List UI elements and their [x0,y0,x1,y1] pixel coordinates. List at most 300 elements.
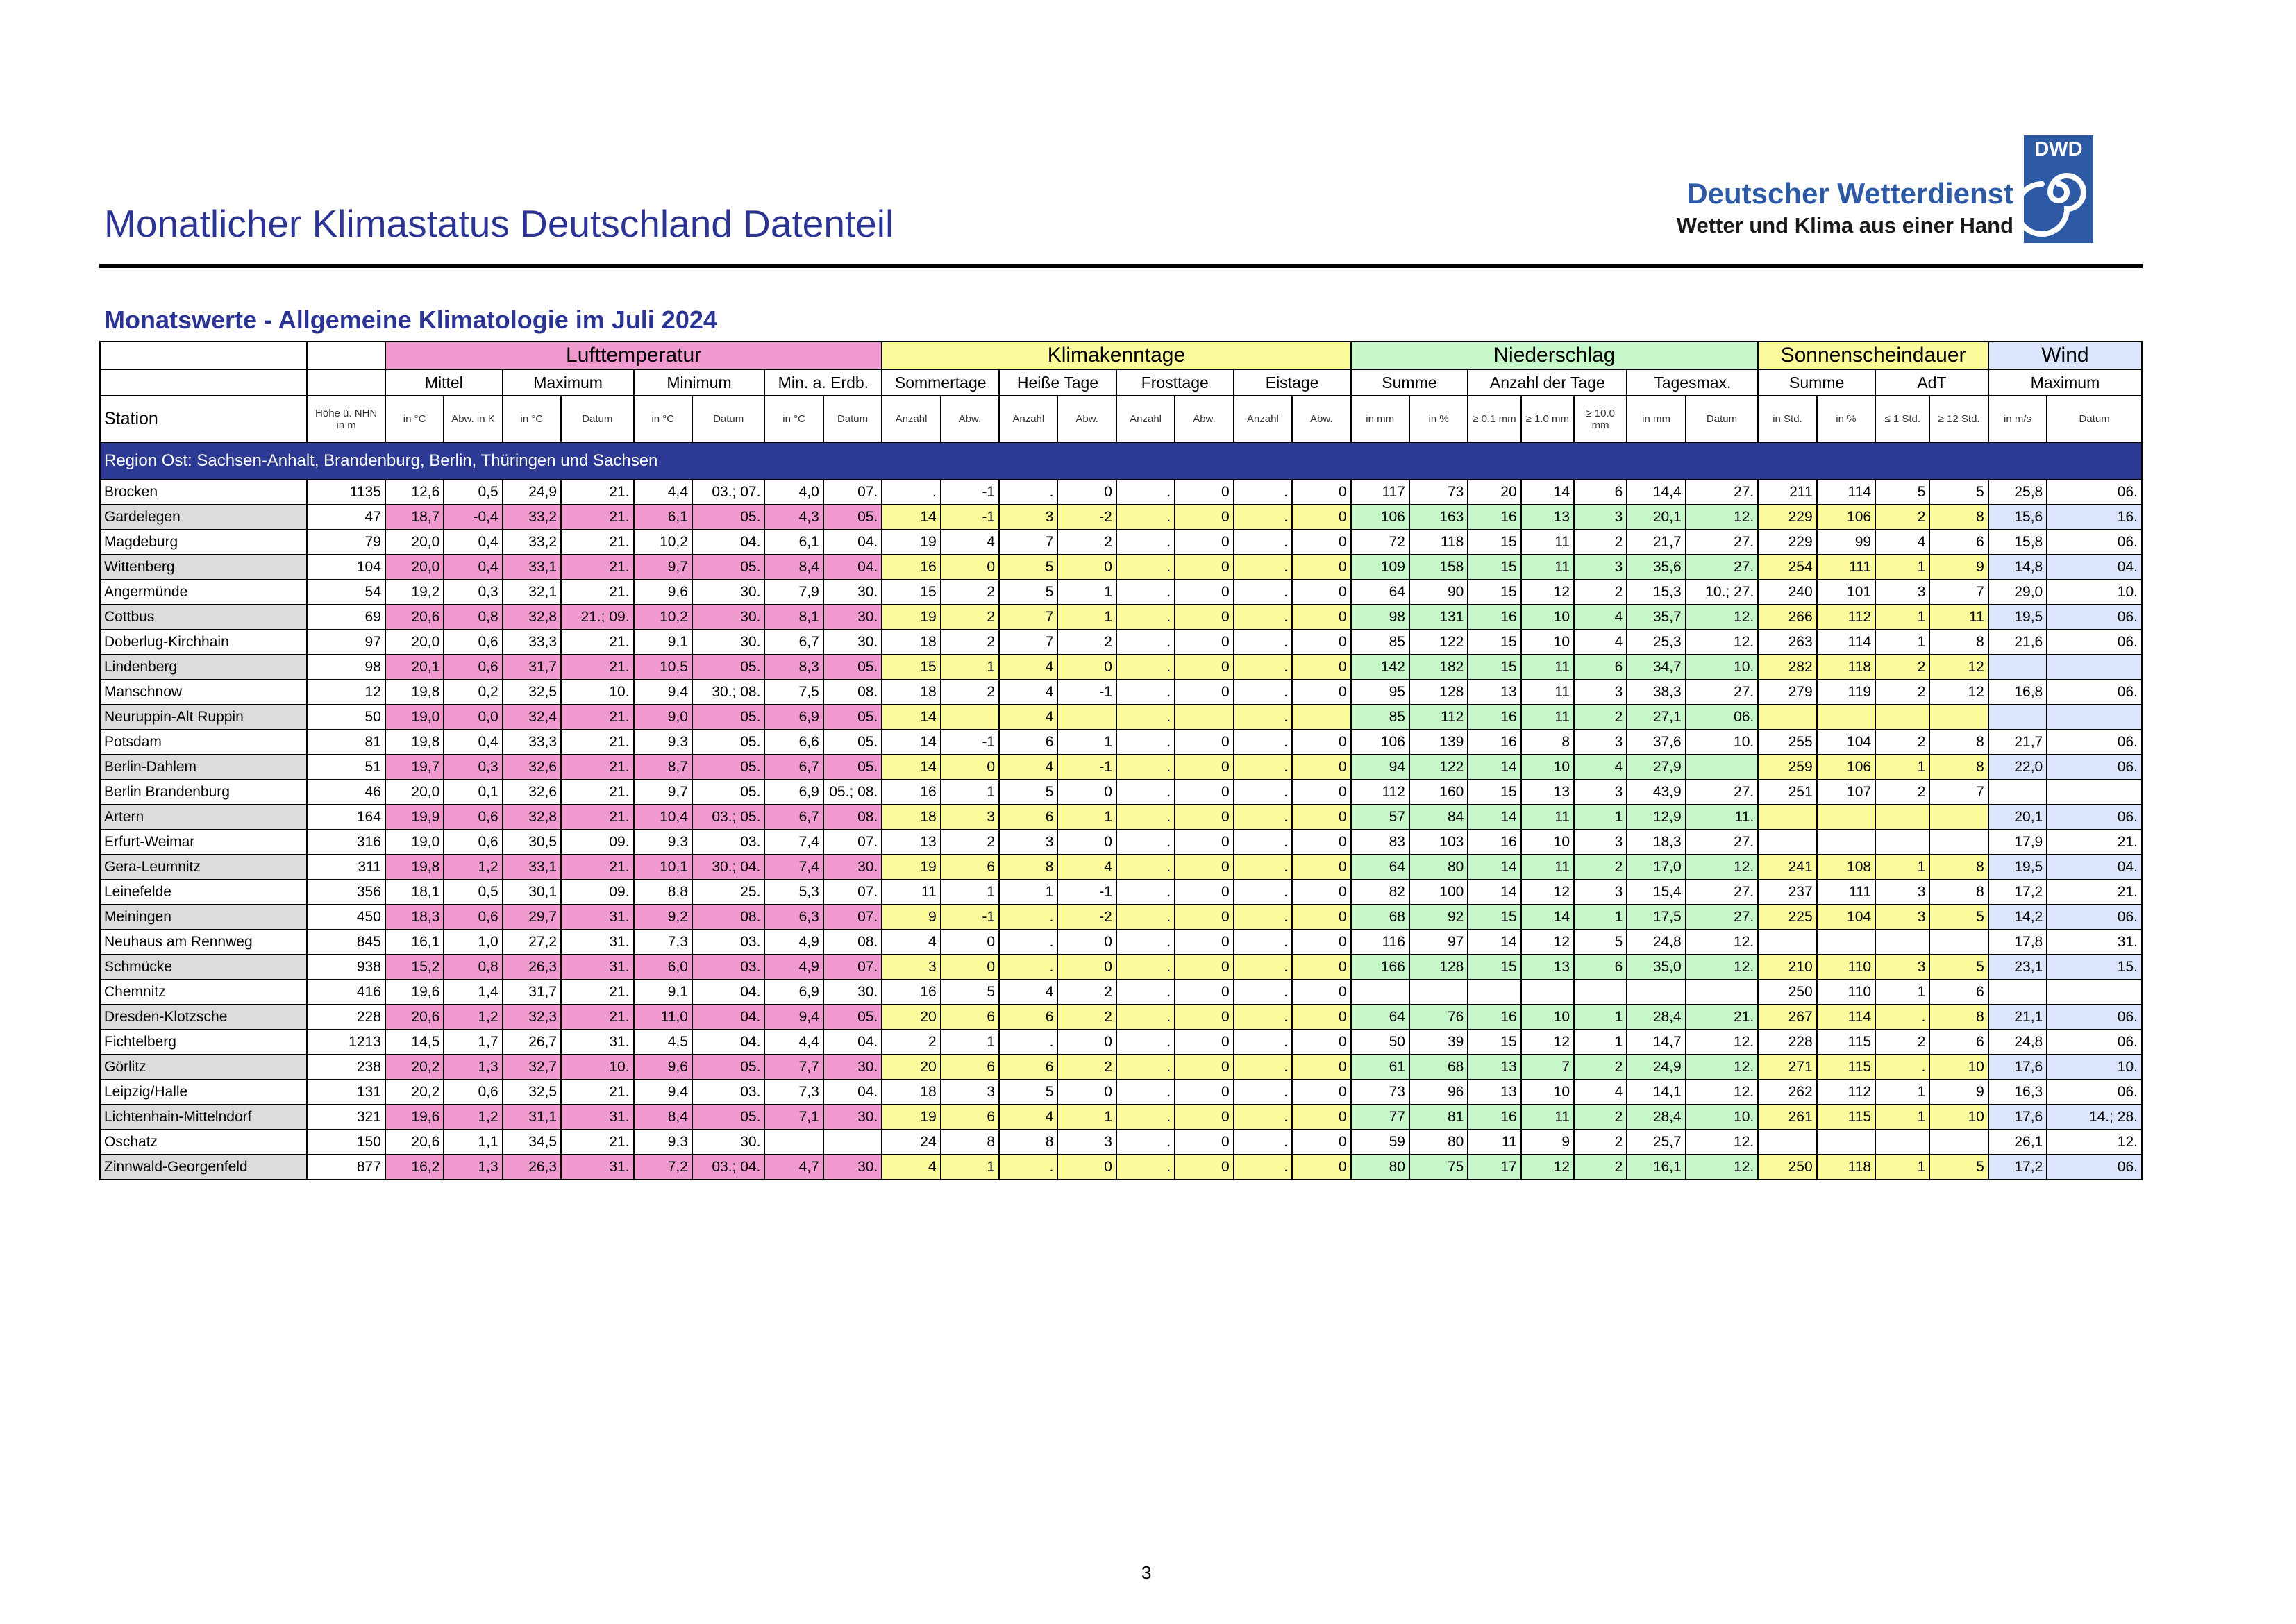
table-cell: 0 [1292,980,1350,1005]
table-cell [1817,1130,1875,1155]
station-name: Cottbus [100,605,307,630]
table-cell: . [1234,1055,1292,1080]
table-cell: 1 [1057,805,1116,830]
table-cell: 14 [882,505,940,530]
table-cell: -1 [1057,755,1116,780]
table-cell [1468,980,1520,1005]
table-cell: 1 [1574,1005,1627,1030]
table-cell: 19,0 [385,705,444,730]
table-cell: 24,8 [1988,1030,2047,1055]
table-cell: 15,6 [1988,505,2047,530]
table-cell: 30.; 08. [692,680,764,705]
table-cell: . [1234,805,1292,830]
table-cell: 0 [1175,1155,1233,1180]
station-name: Gardelegen [100,505,307,530]
table-cell: 845 [307,930,385,955]
table-cell: 158 [1409,555,1468,580]
table-cell: 128 [1409,680,1468,705]
table-cell: 80 [1351,1155,1409,1180]
station-name: Berlin-Dahlem [100,755,307,780]
table-cell: 27. [1686,830,1759,855]
table-cell: 16 [882,980,940,1005]
table-cell: -0,4 [444,505,502,530]
table-cell: 18,3 [1627,830,1685,855]
table-cell: 94 [1351,755,1409,780]
table-cell: 104 [1817,730,1875,755]
table-cell: 938 [307,955,385,980]
table-cell: . [1234,1030,1292,1055]
table-cell: 9,7 [634,555,692,580]
table-cell: . [1234,930,1292,955]
table-cell: 19,0 [385,830,444,855]
table-cell: 131 [307,1080,385,1105]
table-cell: 97 [307,630,385,655]
table-cell: 28,4 [1627,1005,1685,1030]
table-row [100,580,2142,605]
table-cell: 9,3 [634,730,692,755]
table-cell: 31. [561,1155,633,1180]
table-cell: 15 [1468,530,1520,555]
subgroup-sommertage: Sommertage [882,369,999,396]
table-cell: . [1234,505,1292,530]
table-cell: 32,1 [503,580,561,605]
table-cell: 106 [1351,505,1409,530]
table-cell: 2 [1875,680,1929,705]
station-name: Wittenberg [100,555,307,580]
table-cell: . [1116,655,1175,680]
table-cell [1758,805,1816,830]
table-cell: 7,4 [764,830,823,855]
table-cell: 16. [2047,505,2142,530]
table-cell: 311 [307,855,385,880]
table-cell: 2 [1574,1105,1627,1130]
table-cell [1875,930,1929,955]
table-cell: 20 [1468,480,1520,505]
table-cell: 15 [1468,955,1520,980]
table-cell: 23,1 [1988,955,2047,980]
table-cell [1686,755,1759,780]
table-cell: 14,4 [1627,480,1685,505]
table-cell: 8 [1929,505,1988,530]
table-cell [1988,705,2047,730]
table-cell: 1,4 [444,980,502,1005]
table-cell: -1 [941,730,999,755]
table-cell: 250 [1758,1155,1816,1180]
table-cell: 21. [561,580,633,605]
table-cell: 5 [1929,955,1988,980]
table-cell: 07. [823,480,882,505]
table-cell: 0 [1292,930,1350,955]
table-cell: 1 [1875,855,1929,880]
title-rule [99,264,2143,268]
table-cell: 0,8 [444,955,502,980]
table-cell: 07. [823,905,882,930]
table-cell: . [1116,630,1175,655]
table-cell: 14,7 [1627,1030,1685,1055]
table-cell: 7,3 [634,930,692,955]
table-cell: 30. [823,580,882,605]
table-cell: 90 [1409,580,1468,605]
table-cell: 34,5 [503,1130,561,1155]
table-cell: 11 [1521,655,1574,680]
table-cell: 11 [1521,680,1574,705]
table-cell: 321 [307,1105,385,1130]
table-cell: 15,2 [385,955,444,980]
table-cell: 0,6 [444,830,502,855]
table-cell: 11. [1686,805,1759,830]
unit-header: Abw. [941,396,999,442]
table-cell [1929,930,1988,955]
table-cell: 13 [882,830,940,855]
table-cell [764,1130,823,1155]
table-cell: 160 [1409,780,1468,805]
table-cell: 39 [1409,1030,1468,1055]
table-cell: 21. [2047,830,2142,855]
table-cell: 19,5 [1988,855,2047,880]
table-cell: 30. [823,605,882,630]
table-cell: 30. [823,630,882,655]
table-cell: 1,2 [444,855,502,880]
table-cell: 46 [307,780,385,805]
table-cell: 106 [1351,730,1409,755]
table-cell: 07. [823,955,882,980]
unit-header: in °C [764,396,823,442]
table-cell: 20,2 [385,1080,444,1105]
table-cell: 0 [1057,480,1116,505]
table-cell: . [1875,1005,1929,1030]
table-cell: 31. [561,955,633,980]
table-cell: 73 [1409,480,1468,505]
table-cell: 1,0 [444,930,502,955]
table-cell: 16,3 [1988,1080,2047,1105]
table-cell: 210 [1758,955,1816,980]
table-cell: 2 [941,830,999,855]
table-cell [1929,830,1988,855]
table-cell: 0 [941,955,999,980]
table-cell: 6 [999,1055,1057,1080]
dwd-logo [1645,135,2097,246]
table-cell: 0 [1175,755,1233,780]
table-row [100,1130,2142,1155]
table-cell: 03. [692,830,764,855]
table-cell: 114 [1817,630,1875,655]
climate-table [99,341,2143,1180]
table-cell: 3 [1574,830,1627,855]
table-cell: 9 [1929,1080,1988,1105]
table-cell: 1 [941,880,999,905]
table-cell: . [1234,830,1292,855]
table-cell: 16 [882,780,940,805]
table-cell: 30. [692,580,764,605]
unit-header: Anzahl [1116,396,1175,442]
table-cell: 8,4 [634,1105,692,1130]
table-cell: 06. [2047,1080,2142,1105]
table-cell: . [1234,530,1292,555]
table-cell: 0 [1292,605,1350,630]
table-cell: 0 [1175,505,1233,530]
table-cell: 06. [2047,605,2142,630]
table-cell: 98 [307,655,385,680]
table-cell: 97 [1409,930,1468,955]
table-cell: -1 [1057,680,1116,705]
table-cell: 0 [1057,1030,1116,1055]
table-cell: . [1234,1080,1292,1105]
logo-tagline: Wetter und Klima aus einer Hand [1676,213,2013,237]
table-cell: 05. [692,730,764,755]
table-cell: 4,7 [764,1155,823,1180]
table-cell: 0 [1292,580,1350,605]
table-cell: 17,6 [1988,1105,2047,1130]
table-cell: 122 [1409,630,1468,655]
table-cell: 06. [2047,630,2142,655]
table-cell: 35,0 [1627,955,1685,980]
table-cell: 1 [941,1155,999,1180]
table-cell: 316 [307,830,385,855]
table-cell: 27. [1686,880,1759,905]
table-cell: 34,7 [1627,655,1685,680]
table-cell [1292,705,1350,730]
table-cell [1057,705,1116,730]
table-cell: 3 [941,1080,999,1105]
station-name: Leinefelde [100,880,307,905]
table-cell: 05. [823,705,882,730]
table-cell: . [1116,1130,1175,1155]
table-cell: 1 [1574,905,1627,930]
table-cell: 19 [882,530,940,555]
table-cell: 04. [692,1030,764,1055]
table-cell: 11 [1521,805,1574,830]
table-cell: 98 [1351,605,1409,630]
table-cell: 6 [999,1005,1057,1030]
table-cell: . [1116,505,1175,530]
table-cell: 0 [1175,930,1233,955]
table-cell: . [999,905,1057,930]
table-cell: 30,5 [503,830,561,855]
table-cell: 5 [999,580,1057,605]
table-cell: 9,7 [634,780,692,805]
table-cell: 4 [1574,605,1627,630]
table-cell: 04. [2047,555,2142,580]
table-cell: 9,4 [634,1080,692,1105]
table-cell: 0 [1292,1130,1350,1155]
table-cell: 8 [1521,730,1574,755]
table-cell: 05. [692,1055,764,1080]
table-cell: 6,0 [634,955,692,980]
table-cell: 08. [823,805,882,830]
table-cell: . [999,955,1057,980]
table-cell: 17,8 [1988,930,2047,955]
table-cell: . [1875,1055,1929,1080]
table-cell: 20,0 [385,530,444,555]
table-cell: 19,7 [385,755,444,780]
table-cell: 0 [1292,730,1350,755]
table-cell: . [1116,705,1175,730]
table-cell: 1 [1057,605,1116,630]
table-cell: 6 [941,855,999,880]
table-cell: 21. [561,805,633,830]
table-cell: 32,7 [503,1055,561,1080]
table-cell: 11 [1521,855,1574,880]
unit-header: Datum [1686,396,1759,442]
unit-header: Anzahl [882,396,940,442]
table-cell: 27. [1686,555,1759,580]
unit-header: in % [1817,396,1875,442]
table-cell: 31,7 [503,655,561,680]
table-cell: 12 [1929,680,1988,705]
table-cell: 106 [1817,755,1875,780]
station-name: Fichtelberg [100,1030,307,1055]
table-cell: 1 [1875,1105,1929,1130]
table-cell: 267 [1758,1005,1816,1030]
table-cell: 06. [2047,1005,2142,1030]
table-cell: -1 [941,480,999,505]
table-cell: 4,3 [764,505,823,530]
table-cell: . [1234,730,1292,755]
table-cell: 73 [1351,1080,1409,1105]
table-cell: . [1116,905,1175,930]
unit-header: ≥ 10.0 mm [1574,396,1627,442]
table-cell: 0,6 [444,1080,502,1105]
table-cell: 4 [999,980,1057,1005]
table-cell: 14,8 [1988,555,2047,580]
table-cell: 11 [1521,1105,1574,1130]
table-cell: 14 [1521,480,1574,505]
table-cell: 142 [1351,655,1409,680]
table-cell: 0 [1057,830,1116,855]
table-cell: 139 [1409,730,1468,755]
table-cell: 12 [1521,1155,1574,1180]
table-cell: 5 [1929,1155,1988,1180]
table-cell: 0 [1292,755,1350,780]
table-cell: . [882,480,940,505]
unit-header: ≥ 1.0 mm [1521,396,1574,442]
table-cell: 16,8 [1988,680,2047,705]
table-cell: 15 [1468,655,1520,680]
table-cell: 241 [1758,855,1816,880]
table-cell: 112 [1817,605,1875,630]
table-cell: . [1234,905,1292,930]
table-cell: 266 [1758,605,1816,630]
table-cell: 3 [1574,780,1627,805]
table-cell: 95 [1351,680,1409,705]
table-cell: 21. [561,705,633,730]
table-cell [1627,980,1685,1005]
subgroup-anzahl-tage: Anzahl der Tage [1468,369,1627,396]
table-cell: 2 [1875,1030,1929,1055]
subgroup-wind-maximum: Maximum [1988,369,2142,396]
table-cell: -1 [1057,880,1116,905]
table-cell: . [1116,555,1175,580]
table-cell: 10. [1686,655,1759,680]
table-cell: 21. [2047,880,2142,905]
table-cell: 2 [1057,1055,1116,1080]
table-cell: 3 [1574,680,1627,705]
table-cell: 20,6 [385,1005,444,1030]
table-cell: 8 [1929,855,1988,880]
table-cell [941,705,999,730]
table-cell: 33,1 [503,855,561,880]
table-cell: 24 [882,1130,940,1155]
table-cell: 100 [1409,880,1468,905]
table-cell: 14 [1468,805,1520,830]
table-row [100,880,2142,905]
table-cell: 10. [1686,1105,1759,1130]
corner-cell [100,369,307,396]
table-cell: 8,8 [634,880,692,905]
table-cell: 8 [941,1130,999,1155]
table-cell: 32,6 [503,755,561,780]
table-cell: 225 [1758,905,1816,930]
table-cell [823,1130,882,1155]
table-cell: 27. [1686,530,1759,555]
table-cell: 31. [561,905,633,930]
table-cell: . [1234,855,1292,880]
table-cell: 14.; 28. [2047,1105,2142,1130]
table-cell: 14 [1521,905,1574,930]
table-cell: 0,3 [444,580,502,605]
table-cell: 10 [1521,755,1574,780]
table-cell: 101 [1817,580,1875,605]
table-cell: 30,1 [503,880,561,905]
station-column-header: Station [100,396,307,442]
table-cell: 21,1 [1988,1005,2047,1030]
table-cell: . [999,930,1057,955]
table-row [100,530,2142,555]
table-cell: 8 [1929,1005,1988,1030]
table-cell: 6 [1574,955,1627,980]
table-cell: 27. [1686,480,1759,505]
table-cell: 116 [1351,930,1409,955]
table-cell: 166 [1351,955,1409,980]
table-cell: . [1234,1130,1292,1155]
table-cell: 21. [1686,1005,1759,1030]
table-cell: 06. [2047,805,2142,830]
table-cell: 3 [1057,1130,1116,1155]
table-cell: 2 [1057,630,1116,655]
unit-header: in °C [634,396,692,442]
table-cell: 15,3 [1627,580,1685,605]
table-cell: 182 [1409,655,1468,680]
table-cell [2047,655,2142,680]
table-cell: 0 [1292,1055,1350,1080]
table-cell: 20,0 [385,630,444,655]
table-cell: 38,3 [1627,680,1685,705]
unit-header: ≤ 1 Std. [1875,396,1929,442]
spiral-icon [2024,135,2093,243]
station-name: Manschnow [100,680,307,705]
table-row [100,830,2142,855]
table-cell: 13 [1521,505,1574,530]
table-cell: 03. [692,930,764,955]
table-cell: 0 [1292,1030,1350,1055]
table-cell: 31. [2047,930,2142,955]
table-cell: 21. [561,855,633,880]
table-cell: 08. [692,905,764,930]
table-cell: 10,5 [634,655,692,680]
subgroup-frosttage: Frosttage [1116,369,1234,396]
table-row [100,1105,2142,1130]
table-cell: 0 [941,555,999,580]
table-cell: 06. [1686,705,1759,730]
station-name: Oschatz [100,1130,307,1155]
table-cell: 11 [1521,530,1574,555]
table-cell: 12. [1686,605,1759,630]
table-cell: 109 [1351,555,1409,580]
dwd-spiral-icon [2024,135,2093,243]
table-cell: 33,3 [503,630,561,655]
table-cell [1686,980,1759,1005]
table-cell: 30. [823,1055,882,1080]
